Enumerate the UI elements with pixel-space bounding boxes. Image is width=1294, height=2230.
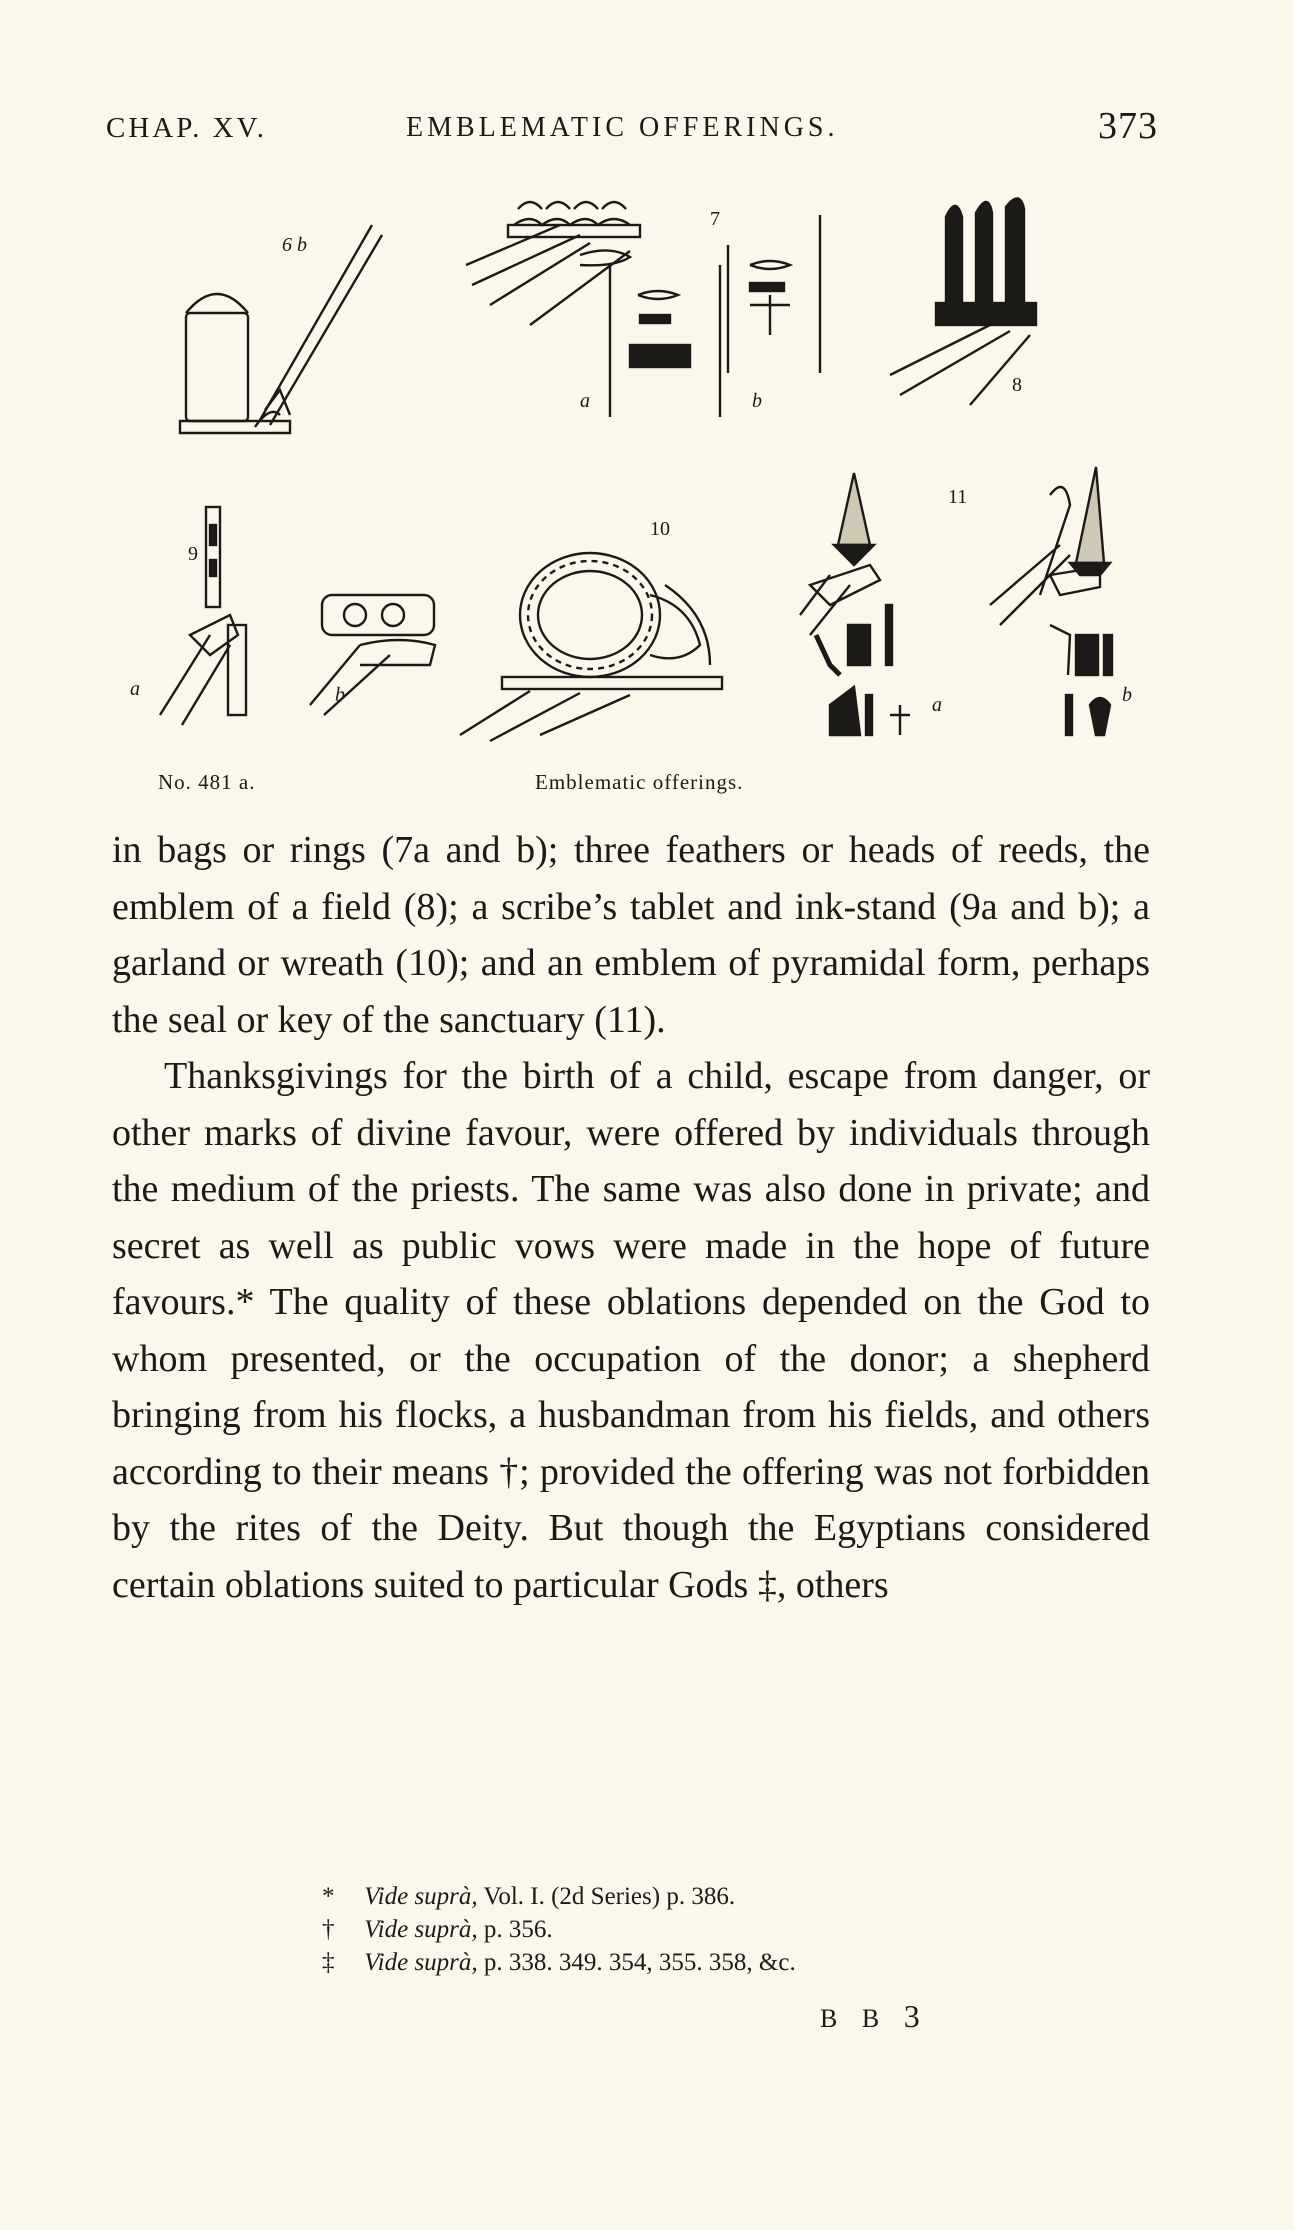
label-10: 10	[650, 518, 670, 540]
label-11b: b	[1122, 684, 1132, 706]
label-11a: a	[932, 694, 942, 716]
label-8: 8	[1012, 374, 1022, 396]
offering-7-drawing	[466, 202, 820, 417]
label-7a: a	[580, 390, 590, 412]
paragraph-2: Thanksgivings for the birth of a child, escape from danger, or other marks of divine favour, were offered by individuals through the medium of the priests. The same was also done in private; and secret as well as public vows were made in the hope of future favours.* The quality of these oblations depended on the God to whom presented, or the occupation of the donor; a shepherd bringing from his flocks, a husbandman from his fields, and others according to their means †; provided the offering was not forbidden by the rites of the Deity. But though the Egyptians considered certain oblations suited to particular Gods ‡, others	[112, 1055, 1150, 1606]
footnote-text: Vol. I. (2d Series) p. 386.	[483, 1883, 736, 1910]
footnote-asterisk	[322, 1880, 1022, 1913]
offering-9-drawing	[160, 507, 435, 725]
label-7: 7	[710, 208, 720, 230]
paragraph-1: in bags or rings (7a and b); three feathers or heads of reeds, the emblem of a field (8); a scribe’s tablet and ink-stand (9a and b); a garland or wreath (10); and an emblem of pyramidal form, perhaps the seal or key of the sanctuary (11).	[112, 829, 1150, 1041]
offering-6b-drawing	[180, 225, 382, 433]
footnote-ref: Vide suprà,	[364, 1949, 478, 1976]
running-title: EMBLEMATIC OFFERINGS.	[406, 112, 839, 143]
figure-caption: Emblematic offerings.	[535, 770, 744, 794]
footnote-ref: Vide suprà,	[364, 1916, 478, 1943]
footnote-dagger	[322, 1913, 1022, 1946]
page-number: 373	[1098, 105, 1158, 147]
label-11: 11	[948, 486, 968, 508]
signature-number: 3	[903, 1998, 920, 2034]
footnote-text: p. 338. 349. 354, 355. 358, &c.	[483, 1949, 796, 1976]
footnote-double-dagger	[322, 1946, 1022, 1979]
footnotes	[322, 1880, 1022, 1979]
label-6b: 6 b	[282, 234, 307, 256]
label-9a: a	[130, 678, 140, 700]
body-text	[112, 822, 1150, 1613]
footnote-mark: *	[322, 1883, 335, 1910]
footnote-text: p. 356.	[483, 1916, 553, 1943]
figure-number: No. 481 a.	[158, 770, 256, 794]
footnote-mark: ‡	[322, 1949, 335, 1976]
offering-10-drawing	[460, 553, 722, 741]
running-head	[106, 105, 1158, 162]
label-9b: b	[335, 684, 345, 706]
footnote-mark: †	[322, 1916, 335, 1943]
signature-letters: B B	[820, 2004, 889, 2033]
emblematic-offerings-figure	[110, 195, 1170, 775]
label-7b: b	[752, 390, 762, 412]
footnote-ref: Vide suprà,	[364, 1883, 478, 1910]
signature-mark	[820, 1998, 920, 2035]
chapter-label: CHAP. XV.	[106, 112, 268, 144]
label-9: 9	[188, 543, 198, 565]
